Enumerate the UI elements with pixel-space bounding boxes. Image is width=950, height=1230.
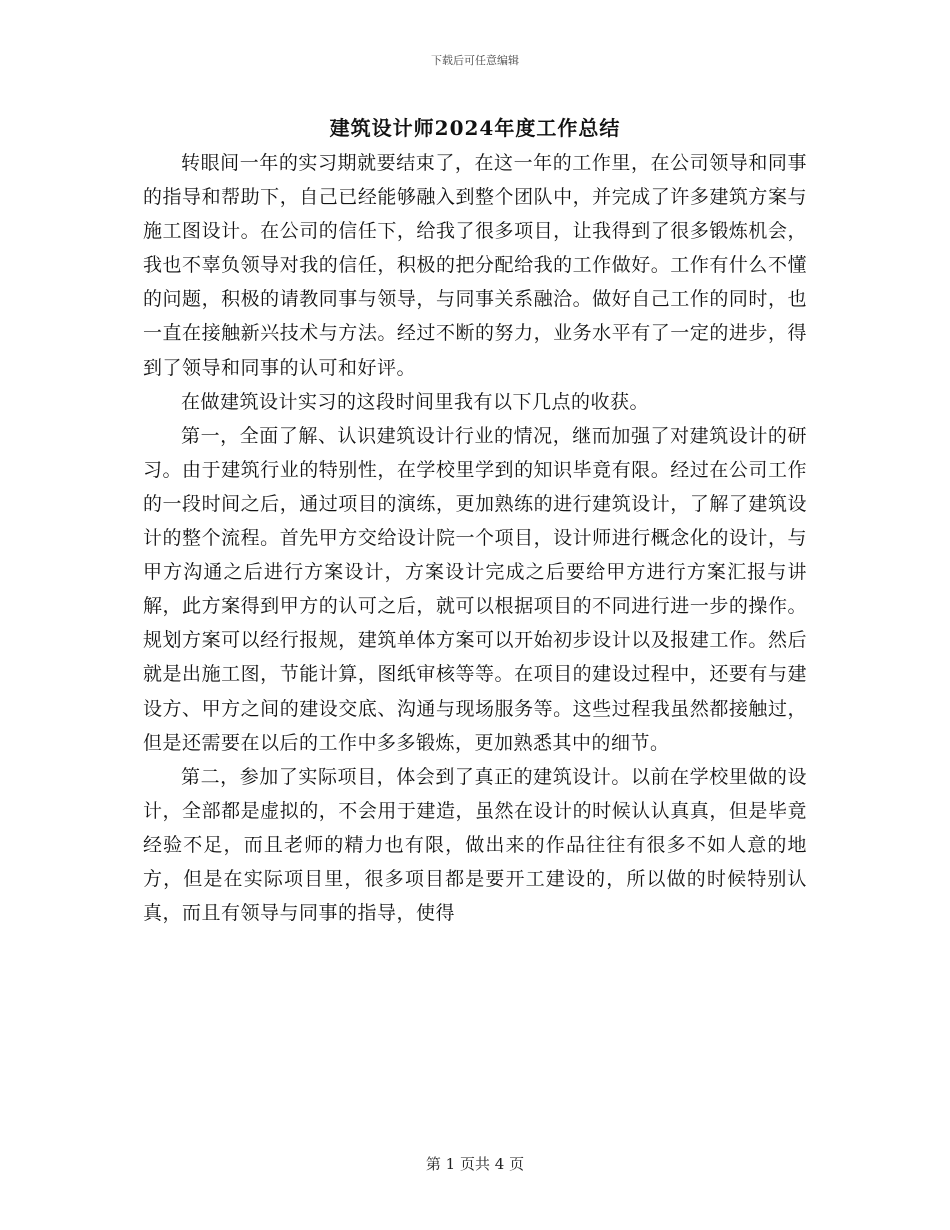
page-header-note: 下载后可任意编辑 — [431, 54, 519, 67]
document-body — [143, 146, 807, 930]
paragraph-intro: 转眼间一年的实习期就要结束了，在这一年的工作里，在公司领导和同事的指导和帮助下，自己已经能够融入到整个团队中，并完成了许多建筑方案与施工图设计。在公司的信任下，给我了很多项目，让我得到了很多锻炼机会，我也不辜负领导对我的信任，积极的把分配给我的工作做好。工作有什么不懂的问题，积极的请教同事与领导，与同事关系融洽。做好自己工作的同时，也一直在接触新兴技术与方法。经过不断的努力，业务水平有了一定的进步，得到了领导和同事的认可和好评。 — [143, 152, 807, 379]
document-title: 建筑设计师2024年度工作总结 — [329, 116, 621, 140]
paragraph-first-point: 第一，全面了解、认识建筑设计行业的情况，继而加强了对建筑设计的研习。由于建筑行业的特别性，在学校里学到的知识毕竟有限。经过在公司工作的一段时间之后，通过项目的演练，更加熟练的进行建筑设计，了解了建筑设计的整个流程。首先甲方交给设计院一个项目，设计师进行概念化的设计，与甲方沟通之后进行方案设计，方案设计完成之后要给甲方进行方案汇报与讲解，此方案得到甲方的认可之后，就可以根据项目的不同进行进一步的操作。规划方案可以经行报规，建筑单体方案可以开始初步设计以及报建工作。然后就是出施工图，节能计算，图纸审核等等。在项目的建设过程中，还要有与建设方、甲方之间的建设交底、沟通与现场服务等。这些过程我虽然都接触过，但是还需要在以后的工作中多多锻炼，更加熟悉其中的细节。 — [143, 424, 807, 754]
page-number: 第 1 页共 4 页 — [425, 1155, 525, 1173]
paragraph-gains-intro: 在做建筑设计实习的这段时间里我有以下几点的收获。 — [181, 390, 650, 413]
paragraph-second-point: 第二，参加了实际项目，体会到了真正的建筑设计。以前在学校里做的设计，全部都是虚拟的，不会用于建造，虽然在设计的时候认认真真，但是毕竟经验不足，而且老师的精力也有限，做出来的作品往往有很多不如人意的地方，但是在实际项目里，很多项目都是要开工建设的，所以做的时候特别认真，而且有领导与同事的指导，使得 — [143, 765, 807, 925]
